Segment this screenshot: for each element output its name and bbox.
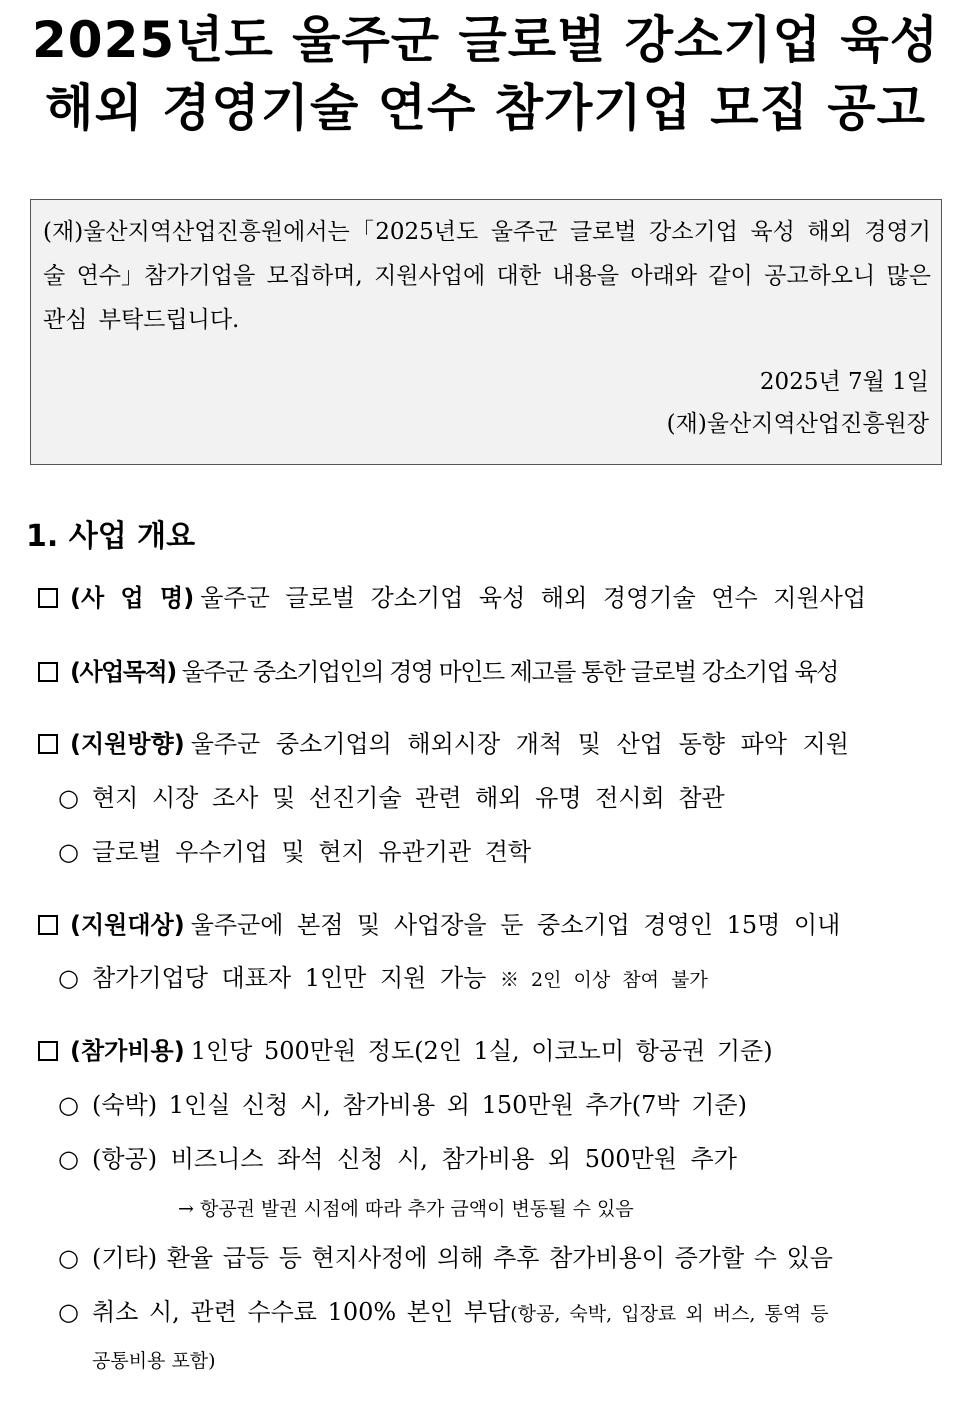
title-line-1: 2025년도 울주군 글로벌 강소기업 육성 bbox=[32, 11, 939, 69]
circle-bullet-icon: ○ bbox=[58, 1244, 79, 1272]
circle-bullet-icon: ○ bbox=[58, 964, 79, 992]
cost-note: → 항공권 발권 시점에 따라 추가 금액이 변동될 수 있음 bbox=[178, 1198, 634, 1220]
item-label: (지원방향) bbox=[70, 730, 185, 758]
sub-text: 참가기업당 대표자 1인만 지원 가능 bbox=[92, 964, 487, 992]
item-text: 1인당 500만원 정도(2인 1실, 이코노미 항공권 기준) bbox=[190, 1037, 773, 1065]
item-direction bbox=[38, 724, 849, 764]
item-text: 울주군 중소기업의 해외시장 개척 및 산업 동향 파악 지원 bbox=[190, 730, 849, 758]
item-purpose bbox=[38, 652, 838, 692]
item-text: 울주군 글로벌 강소기업 육성 해외 경영기술 연수 지원사업 bbox=[200, 584, 867, 612]
sub-text: 취소 시, 관련 수수료 100% 본인 부담 bbox=[92, 1298, 511, 1326]
item-cost bbox=[38, 1031, 773, 1071]
sub-item bbox=[58, 1238, 833, 1278]
checkbox-icon bbox=[38, 915, 58, 935]
title-line-2: 해외 경영기술 연수 참가기업 모집 공고 bbox=[45, 79, 926, 137]
item-text: 울주군 중소기업인의 경영 마인드 제고를 통한 글로벌 강소기업 육성 bbox=[181, 658, 838, 686]
notice-body: (재)울산지역산업진흥원에서는「2025년도 울주군 글로벌 강소기업 육성 해외 경영기술 연수」참가기업을 모집하며, 지원사업에 대한 내용을 아래와 같이 공고하오니 많은 관심 부탁드립니다. bbox=[43, 219, 931, 333]
item-name bbox=[38, 578, 866, 618]
sub-text: (기타) 환율 급등 등 현지사정에 의해 추후 참가비용이 증가할 수 있음 bbox=[92, 1244, 833, 1272]
item-label: (지원대상) bbox=[70, 911, 185, 939]
circle-bullet-icon: ○ bbox=[58, 1091, 79, 1119]
checkbox-icon bbox=[38, 588, 58, 608]
sub-note: ※ 2인 이상 참여 불가 bbox=[500, 969, 708, 991]
sub-text: 글로벌 우수기업 및 현지 유관기관 견학 bbox=[92, 838, 532, 866]
sub-item bbox=[58, 778, 725, 818]
checkbox-icon bbox=[38, 662, 58, 682]
sub-text: (항공) 비즈니스 좌석 신청 시, 참가비용 외 500만원 추가 bbox=[92, 1145, 737, 1173]
cost-continuation: 공통비용 포함) bbox=[92, 1350, 216, 1372]
item-label: (사업목적) bbox=[70, 658, 176, 686]
circle-bullet-icon: ○ bbox=[58, 838, 79, 866]
circle-bullet-icon: ○ bbox=[58, 1145, 79, 1173]
item-text: 울주군에 본점 및 사업장을 둔 중소기업 경영인 15명 이내 bbox=[190, 911, 841, 939]
item-label: (사 업 명) bbox=[70, 584, 195, 612]
section-heading: 1. 사업 개요 bbox=[26, 519, 196, 554]
item-target bbox=[38, 905, 840, 945]
sub-item bbox=[58, 832, 531, 872]
sub-item bbox=[58, 1292, 829, 1334]
sub-note: (항공, 숙박, 입장료 외 버스, 통역 등 bbox=[510, 1303, 829, 1325]
notice-date: 2025년 7월 1일 bbox=[759, 369, 929, 395]
circle-bullet-icon: ○ bbox=[58, 1298, 79, 1326]
sub-item bbox=[58, 958, 708, 1000]
notice-box bbox=[30, 199, 942, 465]
circle-bullet-icon: ○ bbox=[58, 784, 79, 812]
sub-item bbox=[58, 1085, 747, 1125]
checkbox-icon bbox=[38, 734, 58, 754]
checkbox-icon bbox=[38, 1041, 58, 1061]
item-label: (참가비용) bbox=[70, 1037, 185, 1065]
notice-org: (재)울산지역산업진흥원장 bbox=[666, 411, 929, 437]
sub-item bbox=[58, 1139, 737, 1179]
sub-text: (숙박) 1인실 신청 시, 참가비용 외 150만원 추가(7박 기준) bbox=[92, 1091, 747, 1119]
sub-text: 현지 시장 조사 및 선진기술 관련 해외 유명 전시회 참관 bbox=[92, 784, 725, 812]
